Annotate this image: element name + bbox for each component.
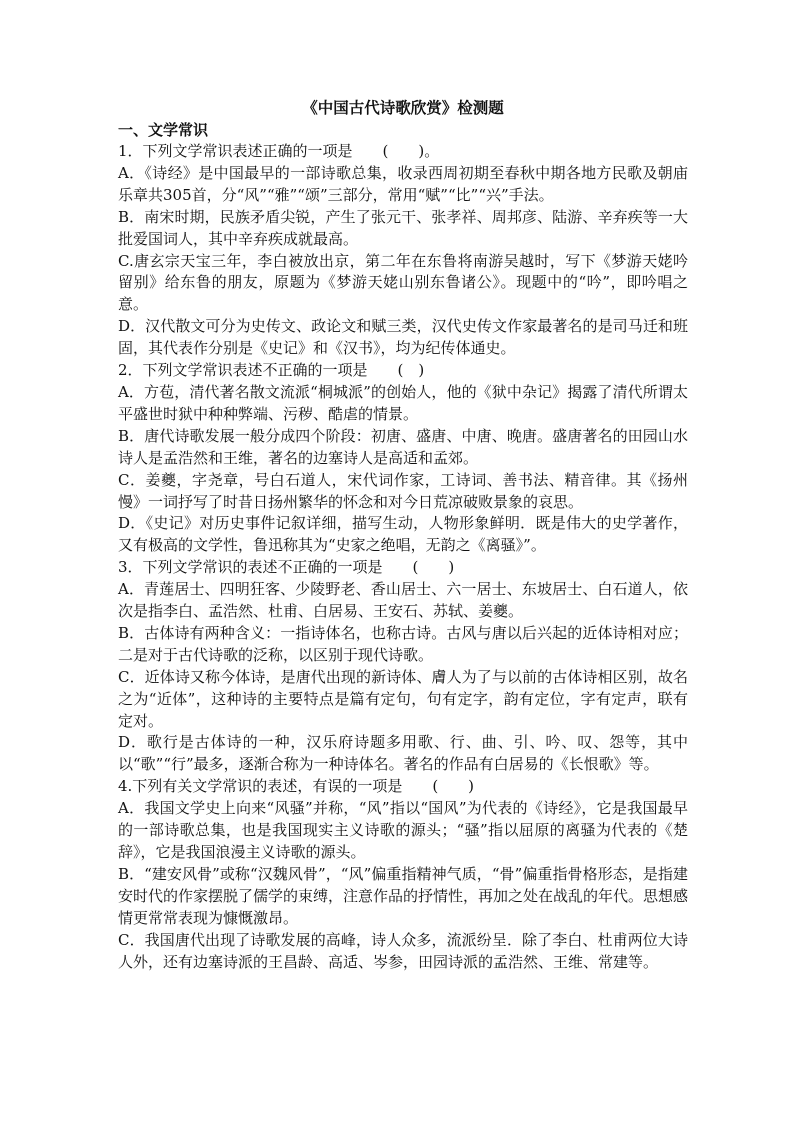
question-2-stem: 2．下列文学常识表述不正确的一项是 ( ) bbox=[118, 361, 425, 380]
question-1-option-d: D．汉代散文可分为史传文、政论文和赋三类，汉代史传文作家最著名的是司马迁和班固，其代表作分别是《史记》和《汉书》，均为纪传体通史。 bbox=[118, 317, 688, 358]
question-2-option-b: B．唐代诗歌发展一般分成四个阶段：初唐、盛唐、中唐、晚唐。盛唐著名的田园山水诗人是孟浩然和王维，著名的边塞诗人是高适和孟郊。 bbox=[118, 426, 688, 467]
question-4-option-c: C．我国唐代出现了诗歌发展的高峰，诗人众多，流派纷呈．除了李白、杜甫两位大诗人外，还有边塞诗派的王昌龄、高适、岑参，田园诗派的孟浩然、王维、常建等。 bbox=[118, 930, 688, 971]
section-heading: 一、文学常识 bbox=[118, 121, 209, 139]
question-3-option-c: C．近体诗又称今体诗，是唐代出现的新诗体、膚人为了与以前的古体诗相区别，故名之为“近体”，这种诗的主要特点是篇有定句，句有定字，韵有定位，字有定声，联有定对。 bbox=[118, 667, 688, 730]
page-title: 《中国古代诗歌欣赏》检测题 bbox=[302, 98, 504, 117]
question-1-option-a: A．《诗经》是中国最早的一部诗歌总集，收录西周初期至春秋中期各地方民歌及朝庙乐章共305首，分“风”“雅”“颂”三部分，常用“赋”“比”“兴”手法。 bbox=[118, 163, 688, 204]
question-2-option-d: D．《史记》对历史事件记叙详细，描写生动，人物形象鲜明．既是伟大的史学著作，又有极高的文学性，鲁迅称其为“史家之绝唱，无韵之《离骚》”。 bbox=[118, 514, 688, 555]
question-1-option-b: B．南宋时期，民族矛盾尖锐，产生了张元干、张孝祥、周邦彦、陆游、辛弃疾等一大批爱国词人，其中辛弃疾成就最高。 bbox=[118, 207, 688, 248]
question-3-option-a: A．青莲居士、四明狂客、少陵野老、香山居士、六一居士、东坡居士、白石道人，依次是指李白、孟浩然、杜甫、白居易、王安石、苏轼、姜夔。 bbox=[118, 580, 688, 621]
question-3-option-d: D．歌行是古体诗的一种，汉乐府诗题多用歌、行、曲、引、吟、叹、怨等，其中以“歌”“行”最多，逐渐合称为一种诗体名。著名的作品有白居易的《长恨歌》等。 bbox=[118, 733, 688, 774]
question-4-stem: 4.下列有关文学常识的表述，有误的一项是 ( ) bbox=[118, 777, 475, 796]
question-4-option-a: A．我国文学史上向来“风骚”并称，“风”指以“国风”为代表的《诗经》，它是我国最早的一部诗歌总集，也是我国现实主义诗歌的源头；“骚”指以屈原的离骚为代表的《楚辞》，它是我国浪漫主义诗歌的源头。 bbox=[118, 799, 688, 861]
exam-page bbox=[118, 97, 688, 973]
question-3-stem: 3．下列文学常识的表述不正确的一项是 ( ) bbox=[118, 558, 455, 577]
question-2-option-a: A．方苞，清代著名散文流派“桐城派”的创始人，他的《狱中杂记》揭露了清代所谓太平盛世时狱中种种弊端、污秽、酷虐的情景。 bbox=[118, 382, 688, 423]
question-3-option-b: B．古体诗有两种含义：一指诗体名，也称古诗。古风与唐以后兴起的近体诗相对应；二是对于古代诗歌的泛称，以区别于现代诗歌。 bbox=[118, 623, 688, 664]
question-1-option-c: C.唐玄宗天宝三年，李白被放出京，第二年在东鲁将南游吴越时，写下《梦游天姥吟留别》给东鲁的朋友，原题为《梦游天姥山别东鲁诸公》。现题中的“吟”，即吟唱之意。 bbox=[118, 251, 688, 314]
question-1-stem: 1．下列文学常识表述正确的一项是 ( )。 bbox=[118, 142, 440, 160]
question-4-option-b: B．“建安风骨”或称“汉魏风骨”，“风”偏重指精神气质，“骨”偏重指骨格形态，是指建安时代的作家摆脱了儒学的束缚，注意作品的抒情性，再加之处在战乱的年代。思想感情更常常表现为慷慨激昂。 bbox=[118, 864, 689, 927]
question-2-option-c: C．姜夔，字尧章，号白石道人，宋代词作家，工诗词、善书法、精音律。其《扬州慢》一词抒写了时昔日扬州繁华的怀念和对今日荒凉破败景象的哀思。 bbox=[118, 470, 688, 511]
